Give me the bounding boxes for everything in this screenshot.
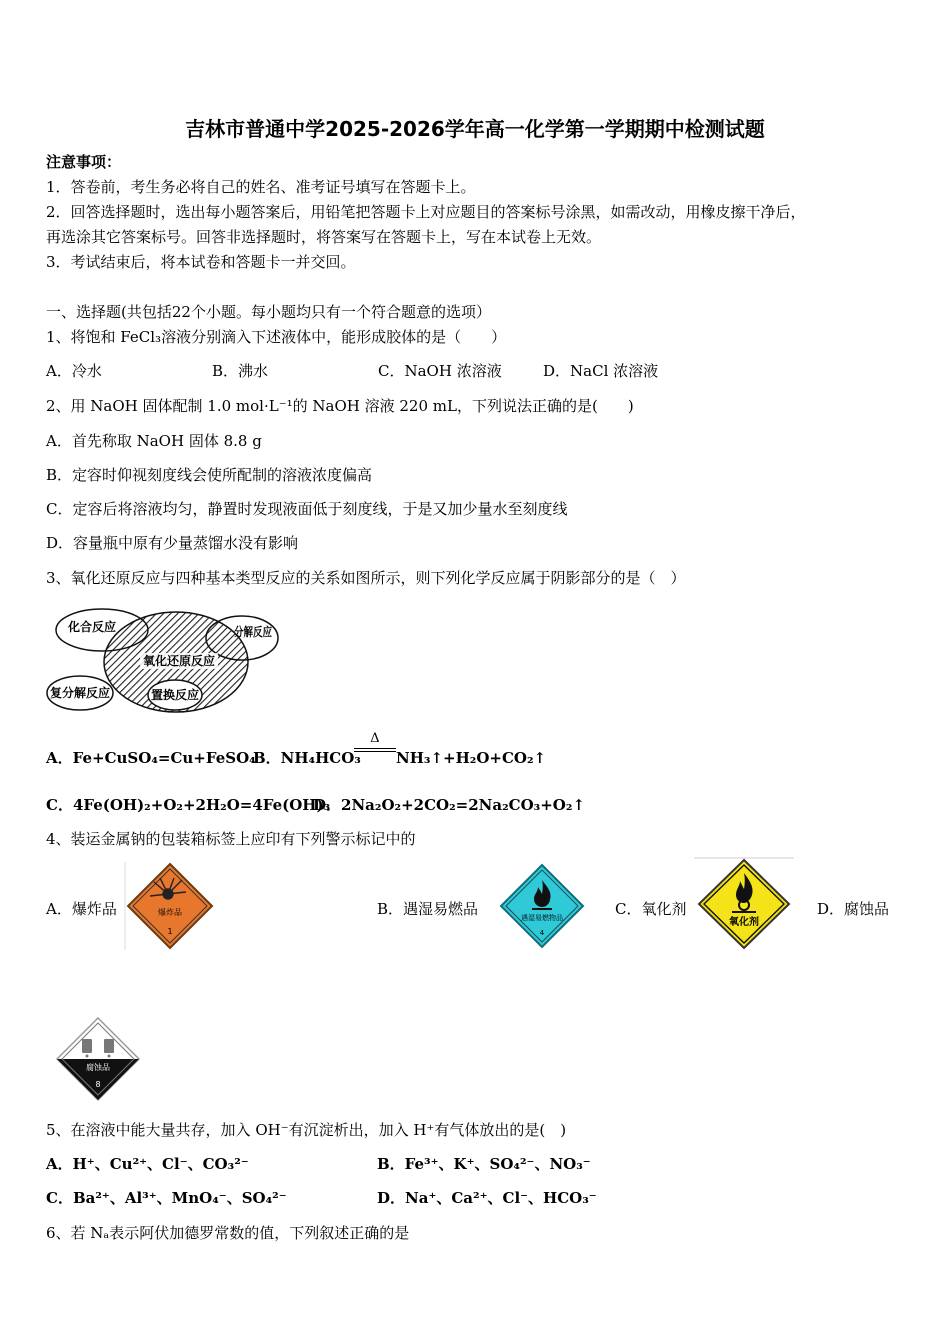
option-c: C．Ba²⁺、Al³⁺、MnO₄⁻、SO₄²⁻: [46, 1189, 287, 1207]
option-a: A．爆炸品: [46, 900, 117, 918]
option-d: D．腐蚀品: [817, 900, 890, 918]
displacement-label: 置换反应: [150, 688, 200, 702]
option-c: C．氧化剂: [615, 900, 687, 918]
explosive-class: 1: [167, 927, 173, 936]
wet-class: 4: [539, 929, 545, 937]
option-d: D．NaCl 浓溶液: [543, 362, 659, 380]
question-stem: 6、若 Nₐ表示阿伏加德罗常数的值，下列叙述正确的是: [46, 1224, 410, 1242]
option-a: A．Fe+CuSO₄=Cu+FeSO₄: [46, 749, 256, 767]
option-d: D．容量瓶中原有少量蒸馏水没有影响: [46, 534, 299, 552]
notice-heading: 注意事项：: [46, 153, 122, 171]
corrosive-class: 8: [95, 1080, 101, 1089]
delta-symbol: Δ: [370, 731, 380, 746]
option-b: B．沸水: [212, 362, 269, 380]
option-d: D．Na⁺、Ca²⁺、Cl⁻、HCO₃⁻: [377, 1189, 597, 1207]
option-b-reactant: B．NH₄HCO₃: [253, 749, 361, 767]
oxidizer-label: [694, 857, 794, 951]
option-c: C．NaOH 浓溶液: [378, 362, 502, 380]
reaction-venn-diagram: [44, 605, 284, 720]
corrosive-hazard-label: [54, 1015, 142, 1103]
notice-item: 再选涂其它答案标号。回答非选择题时，将答案写在答题卡上，写在本试卷上无效。: [46, 228, 602, 246]
wet-text: 遇湿易燃物品: [521, 914, 563, 922]
option-a: A．首先称取 NaOH 固体 8.8 g: [46, 432, 262, 450]
option-b: B．定容时仰视刻度线会使所配制的溶液浓度偏高: [46, 466, 373, 484]
option-b: B．遇湿易燃品: [377, 900, 479, 918]
oxidizer-text: 氧化剂: [729, 917, 759, 928]
notice-item: 1．答卷前，考生务必将自己的姓名、准考证号填写在答题卡上。: [46, 178, 476, 196]
notice-item: 2．回答选择题时，选出每小题答案后，用铅笔把答题卡上对应题目的答案标号涂黑，如需改动，用橡皮擦干净后，: [46, 203, 806, 221]
question-stem: 3、氧化还原反应与四种基本类型反应的关系如图所示，则下列化学反应属于阴影部分的是（ ）: [46, 569, 686, 587]
section-heading: 一、选择题(共包括22个小题。每小题均只有一个符合题意的选项）: [46, 303, 491, 321]
question-stem: 1、将饱和 FeCl₃溶液分别滴入下述液体中，能形成胶体的是（ ）: [46, 328, 507, 346]
option-c: C．定容后将溶液均匀，静置时发现液面低于刻度线，于是又加少量水至刻度线: [46, 500, 568, 518]
page-title: 吉林市普通中学2025-2026学年高一化学第一学期期中检测试题: [185, 117, 765, 141]
notice-item: 3．考试结束后，将本试卷和答题卡一并交回。: [46, 253, 356, 271]
heat-arrow: [354, 732, 396, 758]
option-b: B．Fe³⁺、K⁺、SO₄²⁻、NO₃⁻: [377, 1155, 591, 1173]
question-stem: 5、在溶液中能大量共存，加入 OH⁻有沉淀析出，加入 H⁺有气体放出的是( ): [46, 1121, 567, 1139]
explosive-text: 爆炸品: [158, 908, 182, 917]
redox-label: 氧化还原反应: [142, 654, 216, 668]
explosive-hazard-label: [124, 860, 216, 952]
option-c: C．4Fe(OH)₂+O₂+2H₂O=4Fe(OH)₃: [46, 796, 331, 814]
corrosive-text: 腐蚀品: [86, 1063, 110, 1072]
double-displacement-label: 复分解反应: [49, 686, 111, 700]
combination-label: 化合反应: [67, 620, 117, 634]
option-b-product: NH₃↑+H₂O+CO₂↑: [396, 749, 547, 767]
question-stem: 2、用 NaOH 固体配制 1.0 mol·L⁻¹的 NaOH 溶液 220 mL，下列说法正确的是( ): [46, 397, 634, 415]
option-a: A．冷水: [46, 362, 102, 380]
question-stem: 4、装运金属钠的包装箱标签上应印有下列警示标记中的: [46, 830, 416, 848]
decomposition-label: 分解反应: [234, 625, 283, 639]
dangerous-when-wet-label: [498, 862, 586, 950]
option-a: A．H⁺、Cu²⁺、Cl⁻、CO₃²⁻: [46, 1155, 249, 1173]
option-d: D．2Na₂O₂+2CO₂=2Na₂CO₃+O₂↑: [313, 796, 586, 814]
